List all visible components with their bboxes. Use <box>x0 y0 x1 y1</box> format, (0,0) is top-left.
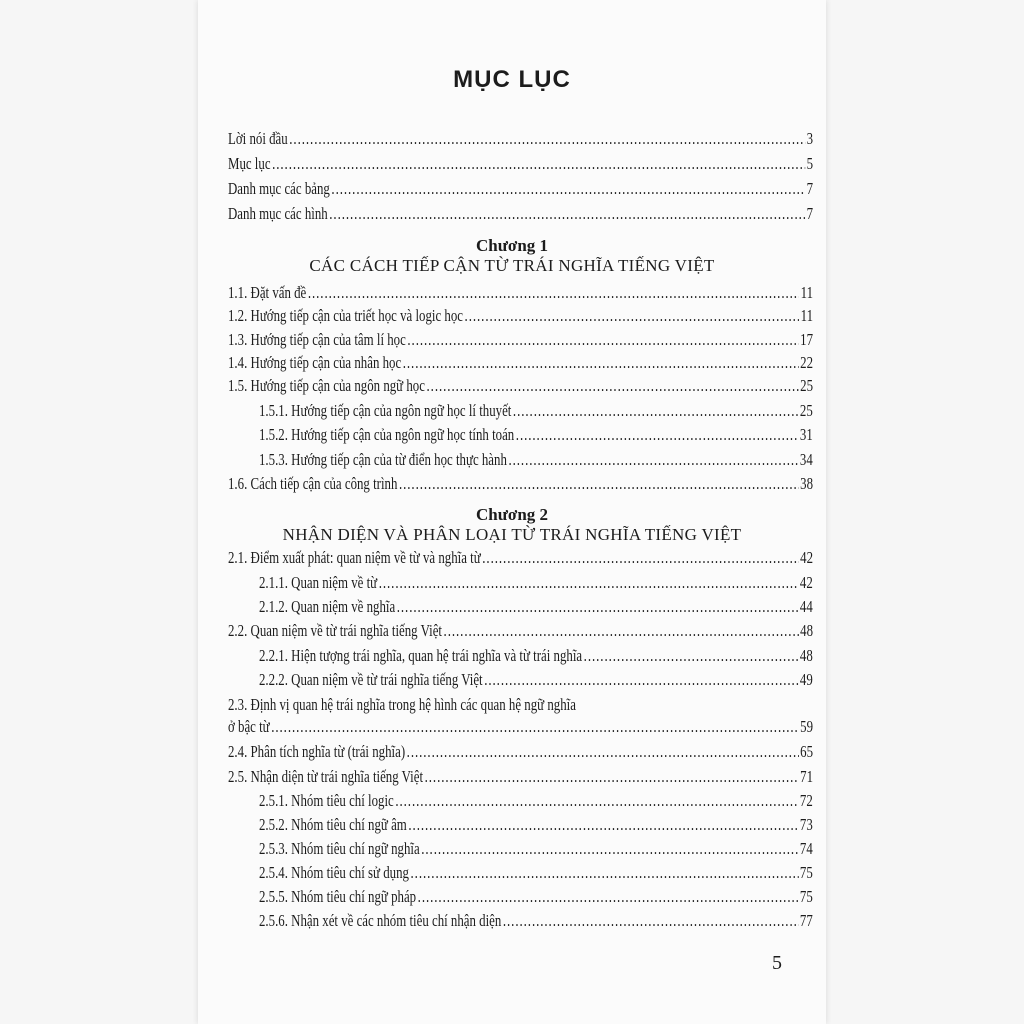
toc-subentry: 2.1.2. Quan niệm về nghĩa ..... 44 <box>259 596 813 618</box>
toc-subentry: 1.5.3. Hướng tiếp cận của từ điển học thực hành ..... 34 <box>259 449 813 471</box>
toc-entry-wrapped-heading: 2.3. Định vị quan hệ trái nghĩa trong hệ hình các quan hệ ngữ nghĩa <box>228 695 576 714</box>
toc-subentry: 2.5.5. Nhóm tiêu chí ngữ pháp ..... 75 <box>259 886 813 908</box>
toc-entry: Danh mục các hình ..... 7 <box>228 203 813 225</box>
chapter-title: NHẬN DIỆN VÀ PHÂN LOẠI TỪ TRÁI NGHĨA TIẾNG VIỆT <box>282 525 742 544</box>
toc-entry: 1.1. Đặt vấn đề ..... 11 <box>228 282 813 304</box>
toc-subentry: 2.5.2. Nhóm tiêu chí ngữ âm ..... 73 <box>259 814 813 836</box>
toc-entry: 1.3. Hướng tiếp cận của tâm lí học ..... 17 <box>228 329 813 351</box>
toc-entry: ở bậc từ ..... 59 <box>228 716 813 738</box>
toc-entry: 1.2. Hướng tiếp cận của triết học và logic học ..... 11 <box>228 305 813 327</box>
chapter-heading: Chương 1 <box>475 236 549 255</box>
toc-entry: Danh mục các bảng ..... 7 <box>228 178 813 200</box>
toc-subentry: 2.1.1. Quan niệm về từ ..... 42 <box>259 572 813 594</box>
chapter-title: CÁC CÁCH TIẾP CẬN TỪ TRÁI NGHĨA TIẾNG VIỆT <box>309 256 715 275</box>
toc-subentry: 2.5.6. Nhận xét về các nhóm tiêu chí nhận diện ..... 77 <box>259 910 813 932</box>
toc-entry: 1.4. Hướng tiếp cận của nhân học ..... 22 <box>228 352 813 374</box>
toc-entry: Lời nói đầu ..... 3 <box>228 128 813 150</box>
toc-entry: 2.4. Phân tích nghĩa từ (trái nghĩa) ..... 65 <box>228 741 813 763</box>
toc-entry: 2.5. Nhận diện từ trái nghĩa tiếng Việt ..... 71 <box>228 766 813 788</box>
page-title: MỤC LỤC <box>453 66 571 93</box>
chapter-heading: Chương 2 <box>475 505 549 524</box>
page-number: 5 <box>772 952 782 974</box>
toc-entry: 2.1. Điểm xuất phát: quan niệm về từ và nghĩa từ ..... 42 <box>228 547 813 569</box>
toc-subentry: 2.2.2. Quan niệm về từ trái nghĩa tiếng Việt ..... 49 <box>259 669 813 691</box>
book-page <box>198 0 826 1024</box>
toc-subentry: 1.5.1. Hướng tiếp cận của ngôn ngữ học lí thuyết ..... 25 <box>259 400 813 422</box>
toc-entry: 1.5. Hướng tiếp cận của ngôn ngữ học ..... 25 <box>228 375 813 397</box>
toc-subentry: 2.5.4. Nhóm tiêu chí sử dụng ..... 75 <box>259 862 813 884</box>
toc-entry: 2.2. Quan niệm về từ trái nghĩa tiếng Việt ..... 48 <box>228 620 813 642</box>
toc-subentry: 1.5.2. Hướng tiếp cận của ngôn ngữ học tính toán ..... 31 <box>259 424 813 446</box>
toc-entry: Mục lục ..... 5 <box>228 153 813 175</box>
toc-subentry: 2.5.3. Nhóm tiêu chí ngữ nghĩa ..... 74 <box>259 838 813 860</box>
toc-entry: 1.6. Cách tiếp cận của công trình ..... 38 <box>228 473 813 495</box>
toc-subentry: 2.2.1. Hiện tượng trái nghĩa, quan hệ trái nghĩa và từ trái nghĩa ..... 48 <box>259 645 813 667</box>
toc-subentry: 2.5.1. Nhóm tiêu chí logic ..... 72 <box>259 790 813 812</box>
